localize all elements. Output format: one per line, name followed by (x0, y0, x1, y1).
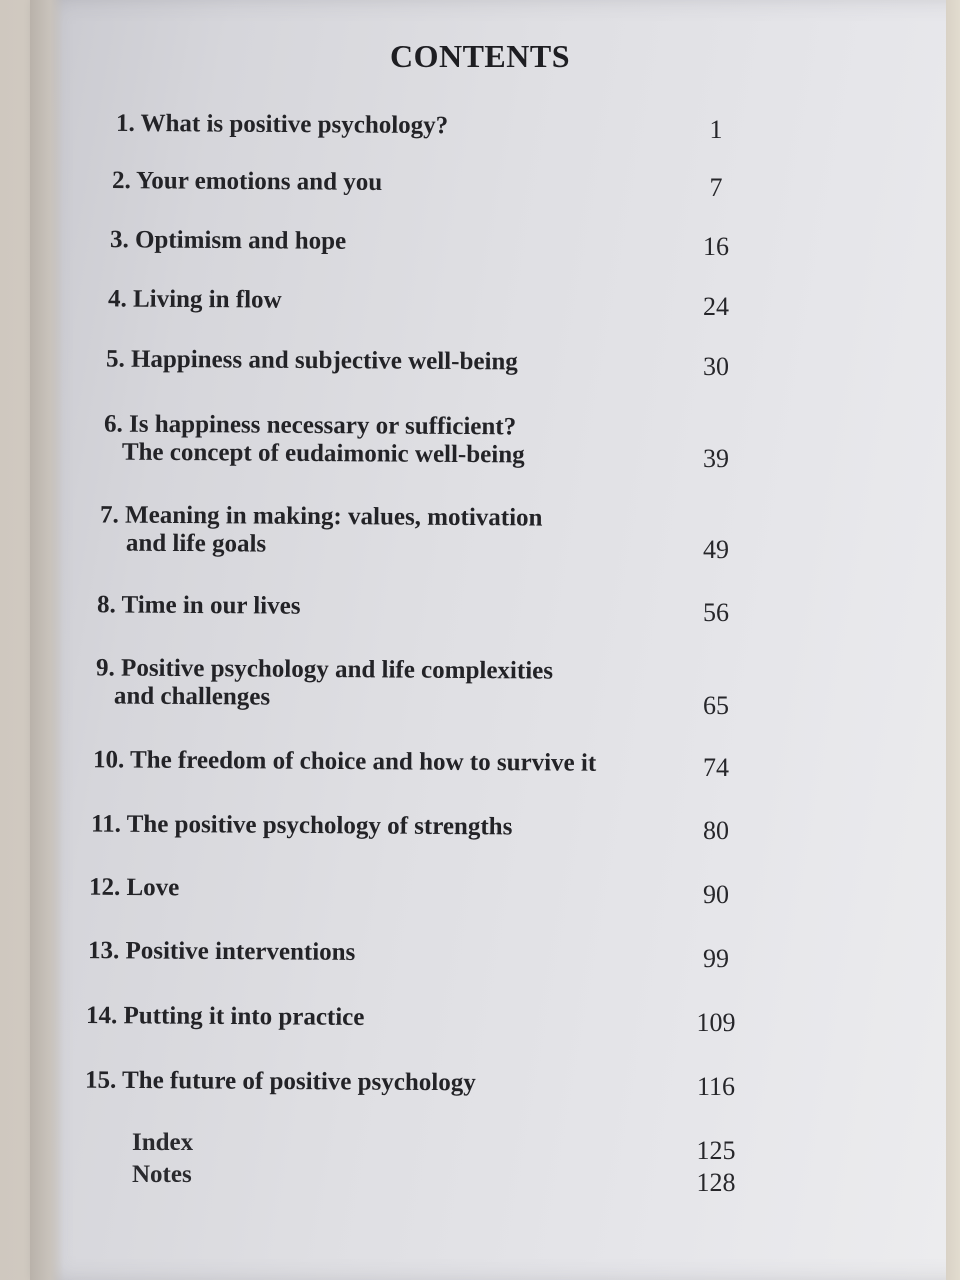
toc-entry-subtitle: and life goals (125, 529, 267, 558)
toc-page-number: 30 (703, 352, 729, 381)
toc-page-number: 39 (703, 444, 729, 473)
toc-page-number: 99 (703, 944, 729, 973)
backmatter-page-numbers (676, 1135, 756, 1199)
toc-entry (116, 110, 448, 140)
toc-entry-title: 10. The freedom of choice and how to survive it (92, 746, 597, 777)
toc-page-number: 90 (703, 880, 729, 909)
toc-page-number: 16 (703, 232, 729, 261)
toc-entry (110, 226, 346, 256)
toc-entry (100, 501, 543, 560)
background-edge (946, 0, 960, 1280)
toc-page-number: 1 (709, 115, 723, 144)
toc-page-number: 74 (703, 753, 729, 782)
backmatter-labels (132, 1127, 193, 1191)
toc-entry (96, 654, 553, 713)
toc-entry (104, 411, 525, 470)
toc-page-number: 24 (703, 292, 729, 321)
toc-entry-title: 1. What is positive psychology? (115, 109, 449, 140)
backmatter-item-notes: Notes (132, 1161, 192, 1188)
toc-entry-title: 7. Meaning in making: values, motivation (100, 501, 543, 532)
page-title: CONTENTS (389, 38, 571, 74)
toc-entry-subtitle: The concept of eudaimonic well-being (121, 438, 525, 469)
page-gutter-shadow (30, 0, 64, 1280)
toc-entry-title: 11. The positive psychology of strengths (90, 810, 513, 841)
toc-entry (88, 937, 356, 967)
toc-page-number: 65 (703, 691, 729, 720)
toc-entry-title: 5. Happiness and subjective well-being (105, 345, 518, 376)
toc-entry (91, 811, 513, 842)
toc-page-number: 116 (696, 1072, 736, 1101)
toc-page-number: 80 (703, 816, 729, 845)
toc-entry (93, 746, 596, 778)
toc-entry-subtitle: and challenges (113, 682, 271, 711)
toc-entry-title: 15. The future of positive psychology (84, 1066, 476, 1097)
toc-entry-title: 6. Is happiness necessary or sufficient? (104, 410, 517, 441)
toc-page-number: 7 (709, 173, 723, 202)
toc-page-number: 49 (703, 535, 729, 564)
toc-page-number: 109 (696, 1008, 736, 1037)
toc-entry-title: 12. Love (88, 873, 180, 902)
toc-entry-title: 14. Putting it into practice (85, 1002, 365, 1031)
toc-entry (85, 1067, 476, 1098)
backmatter-page-index: 125 (696, 1136, 736, 1165)
toc-page-number: 56 (703, 598, 729, 627)
toc-entry-title: 8. Time in our lives (96, 591, 301, 620)
toc-entry-title: 3. Optimism and hope (109, 226, 347, 255)
toc-entry (112, 167, 382, 197)
toc-entry-title: 13. Positive interventions (87, 937, 356, 966)
toc-entry (89, 874, 179, 903)
toc-entry-title: 4. Living in flow (107, 285, 282, 314)
backmatter-page-notes: 128 (696, 1168, 736, 1197)
toc-entry (86, 1002, 365, 1032)
toc-entry-title: 2. Your emotions and you (111, 167, 383, 196)
backmatter-item-index: Index (132, 1129, 194, 1156)
toc-entry (97, 591, 301, 620)
toc-entry (106, 346, 518, 377)
toc-entry (108, 285, 282, 314)
toc-entry-title: 9. Positive psychology and life complexities (96, 654, 554, 685)
